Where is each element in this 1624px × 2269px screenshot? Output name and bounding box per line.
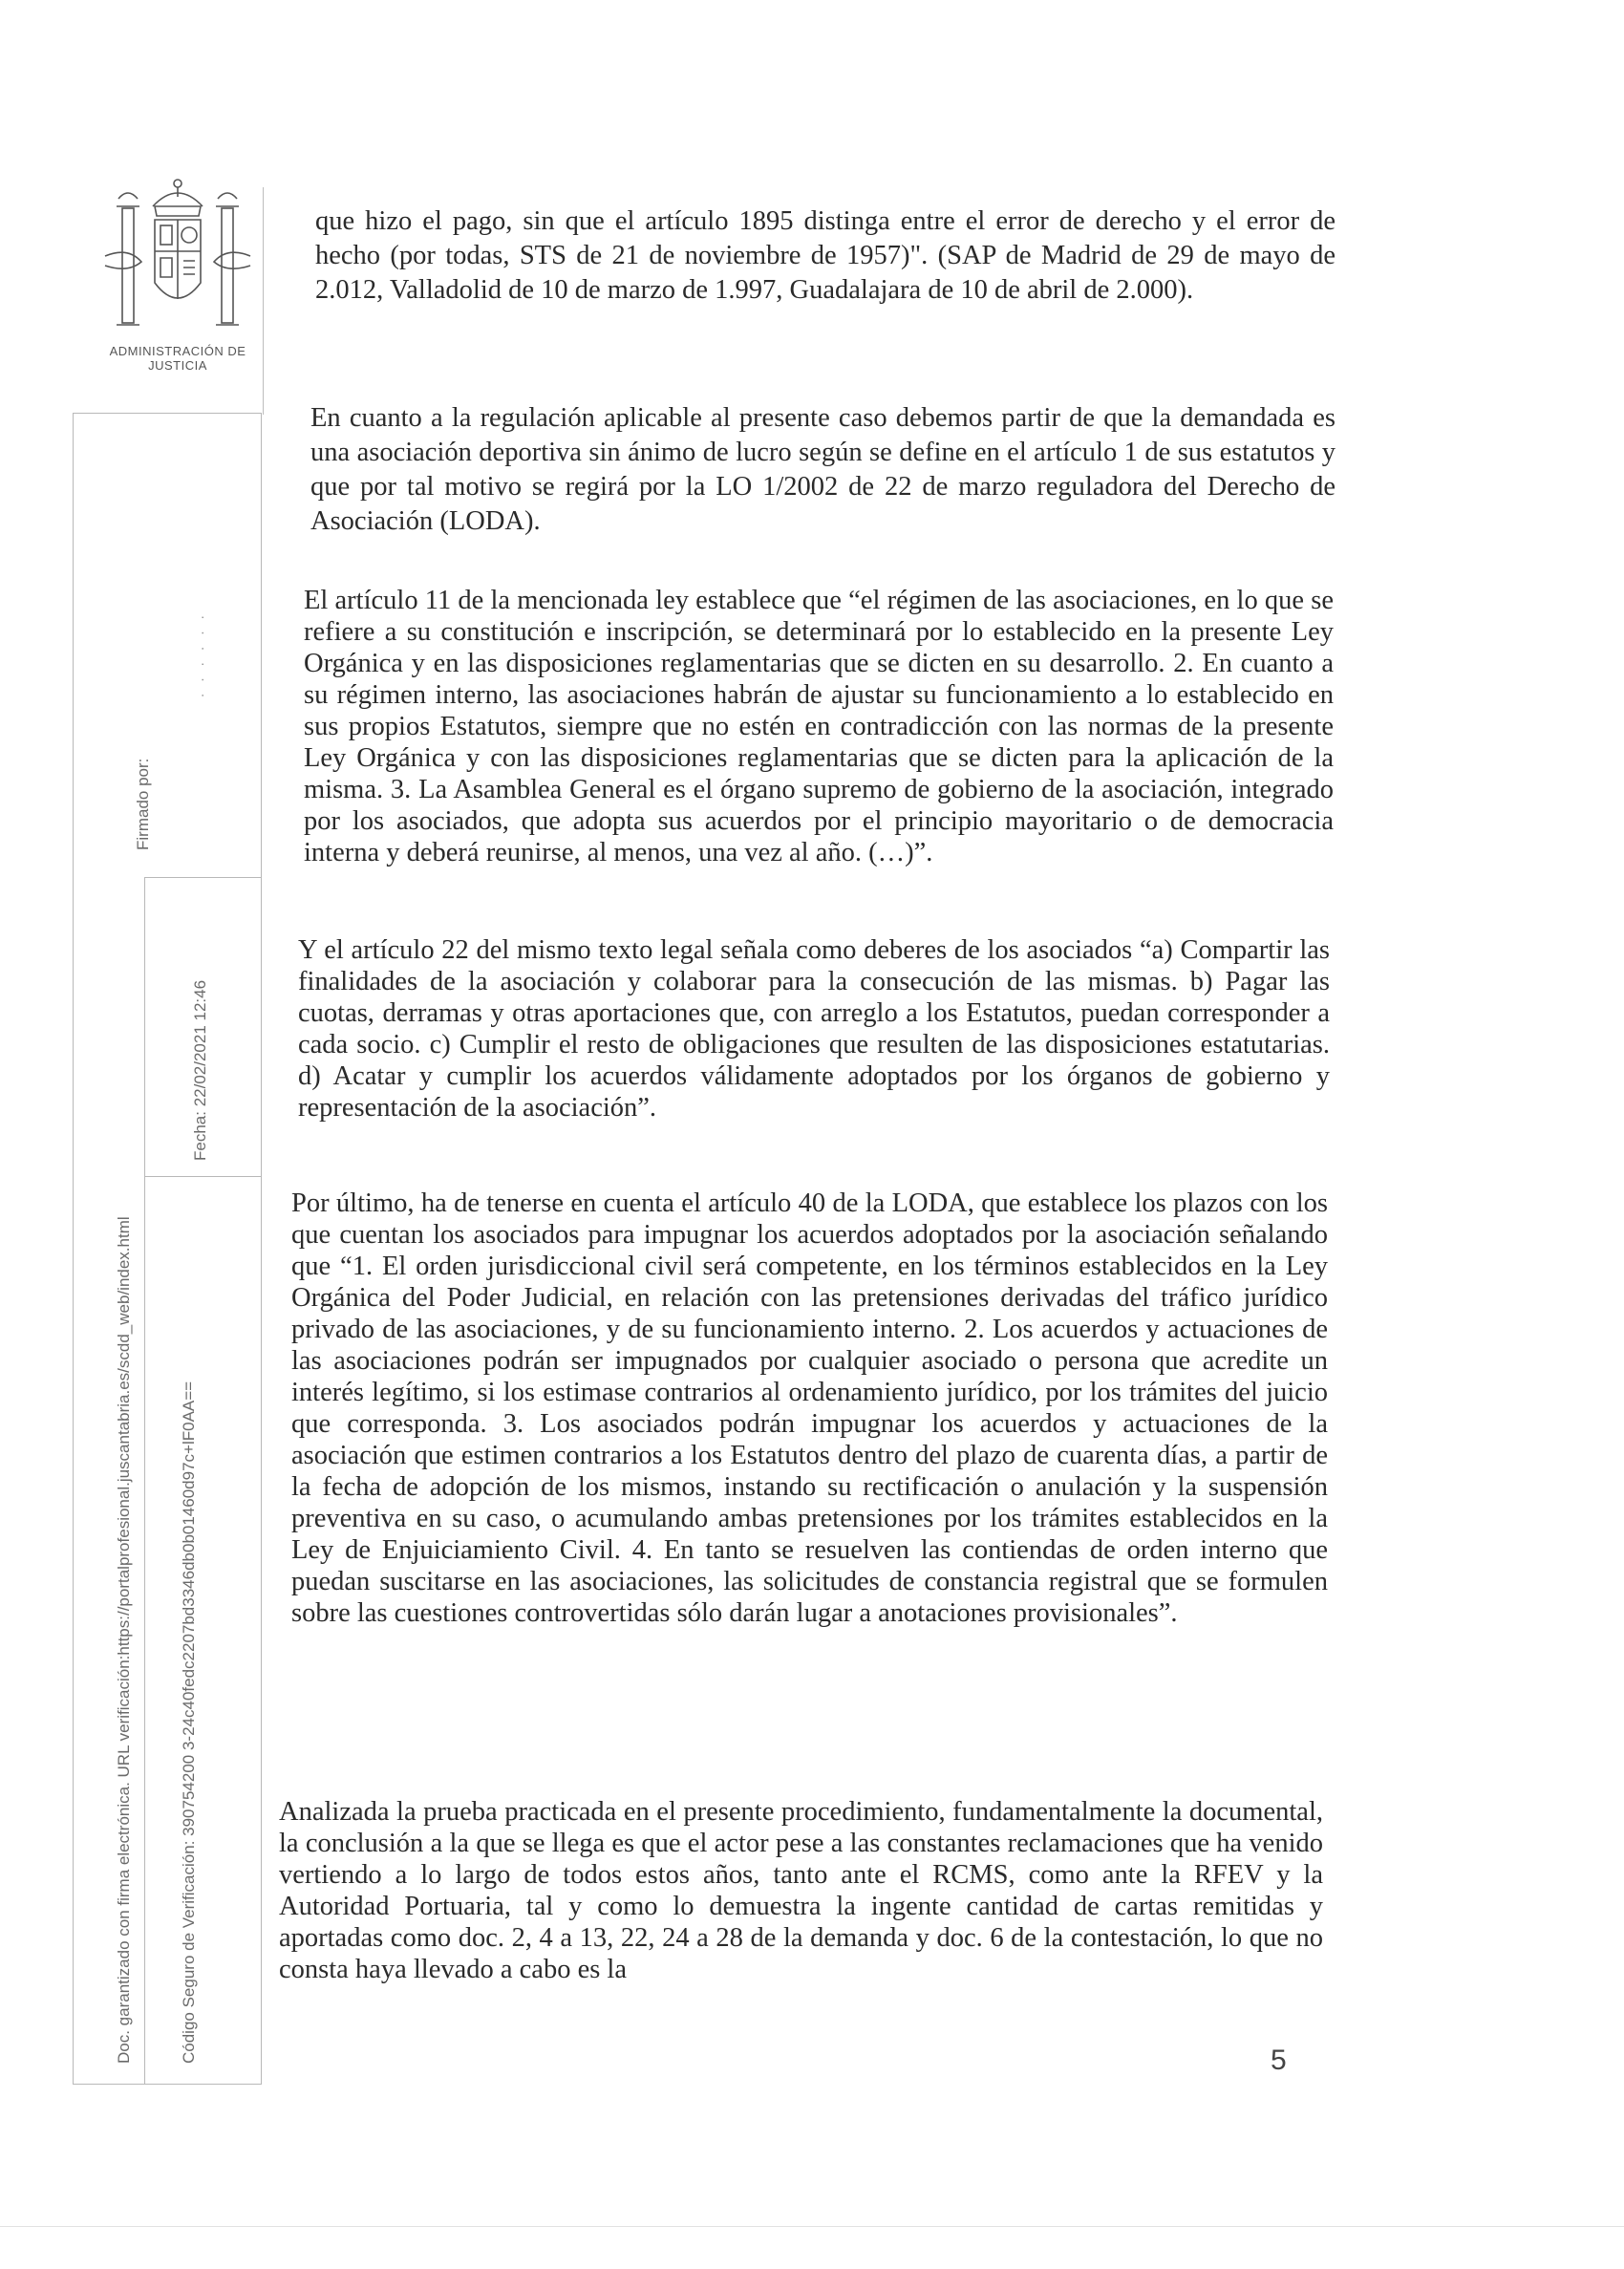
body-paragraph: Analizada la prueba practicada en el presente procedimiento, fundamentalmente la documental, la conclusión a la que se llega es que el actor pese a las constantes reclamaciones que ha venido vertiendo a lo largo de todos estos años, tanto ante el RCMS, como ante la RFEV y la Autoridad Portuaria, tal y como lo demuestra la ingente cantidad de cartas remitidas y aportadas como doc. 2, 4 a 13, 22, 24 a 28 de la demanda y doc. 6 de la contestación, lo que no consta haya llevado a cabo es la: [279, 1797, 1323, 1984]
signed-by-label: Firmado por:: [134, 758, 152, 850]
body-paragraph: Y el artículo 22 del mismo texto legal señala como deberes de los asociados “a) Compartir las finalidades de la asociación y colaborar para la consecución de las mismas. b) Pagar las cuotas, derramas y otras aportaciones que, con arreglo a los Estatutos, puedan corresponder a cada socio. c) Cumplir el resto de obligaciones que resulten de las disposiciones estatutarias. d) Acatar y cumplir los acuerdos válidamente adoptados por los órganos de gobierno y representación de la asociación”.: [298, 935, 1330, 1123]
page-number: 5: [1271, 2044, 1287, 2076]
verification-code: Código Seguro de Verificación: 390754200 3-24c40fedc2207bd3346db0b01460d97c+lF0AA==: [180, 1381, 198, 2064]
signer-redacted: . . . . . .: [191, 611, 207, 697]
sidebar-row-divider: [144, 1176, 262, 1177]
scan-edge-line: [0, 2226, 1624, 2227]
sidebar-row-divider: [144, 877, 262, 878]
margin-divider: [263, 187, 264, 415]
body-paragraph: El artículo 11 de la mencionada ley establece que “el régimen de las asociaciones, en lo que se refiere a su constitución e inscripción, se determinará por lo establecido en la presente Ley Orgánica y en las disposiciones reglamentarias que se dicten en su desarrollo. 2. En cuanto a su régimen interno, las asociaciones habrán de ajustar su funcionamiento a lo establecido en sus propios Estatutos, siempre que no estén en contradicción con las normas de la presente Ley Orgánica y con las disposiciones reglamentarias que se dicten para la aplicación de la misma. 3. La Asamblea General es el órgano supremo de gobierno de la asociación, integrado por los asociados, que adopta sus acuerdos por el principio mayoritario o de democracia interna y deberá reunirse, al menos, una vez al año. (…)”.: [304, 586, 1334, 867]
signature-date: Fecha: 22/02/2021 12:46: [191, 979, 209, 1161]
body-paragraph: Por último, ha de tenerse en cuenta el artículo 40 de la LODA, que establece los plazos con los que cuentan los asociados para impugnar los acuerdos adoptados por la asociación señalando que “1. El orden jurisdiccional civil será competente, en los términos establecidos en la Ley Orgánica del Poder Judicial, en relación con las pretensiones derivadas del tráfico jurídico privado de las asociaciones, y de su funcionamiento interno. 2. Los acuerdos y actuaciones de las asociaciones podrán ser impugnados por cualquier asociado o persona que acredite un interés legítimo, si los estimase contrarios al ordenamiento jurídico, por los trámites del juicio que corresponda. 3. Los asociados podrán impugnar los acuerdos y actuaciones de la asociación que estimen contrarios a los Estatutos dentro del plazo de cuarenta días, a partir de la fecha de adopción de los mismos, instando su rectificación o anulación y la suspensión preventiva en su caso, o acumulando ambas pretensiones por los trámites establecidos en la Ley de Enjuiciamiento Civil. 4. En tanto se resuelven las contiendas de orden interno que puedan suscitarse en las asociaciones, las solicitudes de constancia registral que se formulen sobre las cuestiones controvertidas sólo darán lugar a anotaciones provisionales”.: [291, 1188, 1328, 1628]
sidebar-column-divider: [144, 877, 145, 2085]
institution-label: ADMINISTRACIÓN DE JUSTICIA: [109, 344, 246, 373]
coat-of-arms-emblem: [96, 170, 260, 361]
verification-url: Doc. garantizado con firma electrónica. URL verificación:https://portalprofesional.juscantabria.es/scdd_web/index.html: [115, 1216, 133, 2064]
body-paragraph: que hizo el pago, sin que el artículo 1895 distinga entre el error de derecho y el error de hecho (por todas, STS de 21 de noviembre de 1957)". (SAP de Madrid de 29 de mayo de 2.012, Valladolid de 10 de marzo de 1.997, Guadalajara de 10 de abril de 2.000).: [315, 206, 1336, 305]
body-paragraph: En cuanto a la regulación aplicable al presente caso debemos partir de que la demandada es una asociación deportiva sin ánimo de lucro según se define en el artículo 1 de sus estatutos y que por tal motivo se regirá por la LO 1/2002 de 22 de marzo reguladora del Derecho de Asociación (LODA).: [310, 403, 1336, 536]
signature-sidebar: [73, 413, 262, 2085]
